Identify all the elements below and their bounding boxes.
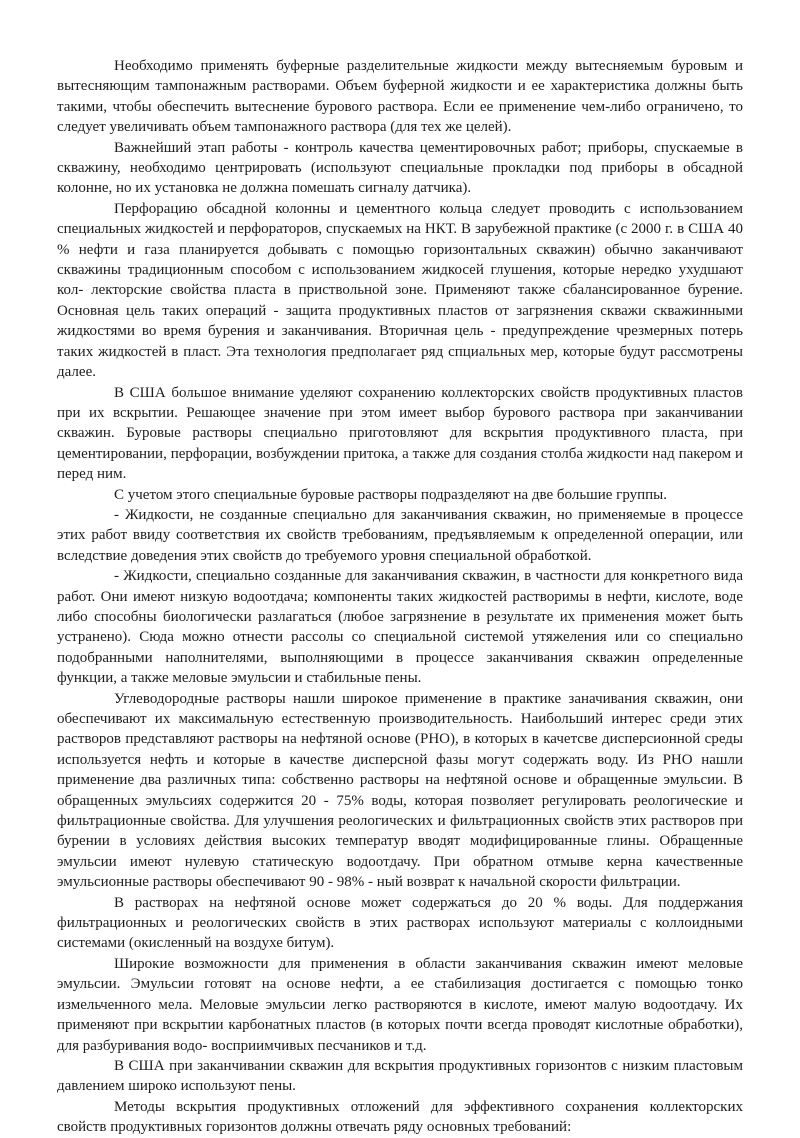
paragraph-chalk-emulsions: Широкие возможности для применения в области заканчивания скважин имеют меловые эмульсии. Эмульсии готовят на основе нефти, а ее стабилизация достигается с помощью тонко измельченного мела. Меловые эмульсии легко растворяются в кислоте, имеют малую водоотдачу. Их применяют при вскрытии карбонатных пластов (в которых почти всегда проводят кислотные обработки), для разбуривания водо- восприимчивых песчаников и т.д. bbox=[57, 955, 743, 1054]
paragraph-cementing-quality: Важнейший этап работы - контроль качества цементировочных работ; приборы, спускаемые в скважину, необходимо центрировать (используют специальные прокладки под приборы в обсадной колонне, но их установка не должна помешать сигналу датчика). bbox=[57, 139, 743, 197]
paragraph-buffer-fluids: Необходимо применять буферные разделительные жидкости между вытесняемым буровым и вытесняющим тампонажным растворами. Объем буферной жидкости и ее характеристика должны быть такими, чтобы обеспечить вытеснение бурового раствора. Если ее применение чем-либо ограничено, то следует увеличивать объем тампонажного раствора (для тех же целей). bbox=[57, 58, 743, 136]
paragraph-requirements: Методы вскрытия продуктивных отложений для эффективного сохранения коллекторских свойств продуктивных горизонтов должны отвечать ряду основных требований: bbox=[57, 1098, 743, 1136]
paragraph-fluid-groups-intro: С учетом этого специальные буровые растворы подразделяют на две большие группы. bbox=[114, 486, 668, 503]
paragraph-hydrocarbon-fluids: Углеводородные растворы нашли широкое применение в практике заначивания скважин, они обеспечивают их максимальную естественную производительность. Наибольший интерес среди этих растворов представляют растворы на нефтяной основе (РНО), в которых в качетсве дисперсионной среды используется нефть и которые в качестве дисперсной фазы могут содержать воду. Из РНО нашли применение два различных типа: собственно растворы на нефтяной основе и обращенные эмульсии. В обращенных эмульсиях содержится 20 - 75% воды, которая позволяет регулировать реологические и фильтрационные свойства. Для улучшения реологических и фильтрационных свойств этих растворов при бурении в условиях действия высоких температур вводят модифицированные глины. Обращенные эмульсии имеют нулевую статическую водоотдачу. При обратном отмыве керна качественные эмульсионные растворы обеспечивают 90 - 98% - ный возврат к начальной скорости фильтрации. bbox=[57, 690, 743, 891]
paragraph-fluid-group-1: - Жидкости, не созданные специально для заканчивания скважин, но применяемые в процессе этих работ ввиду соответствия их свойств требованиям, предъявляемым к определенной операции, или вследствие доведения этих свойств до требуемого уровня специальной обработкой. bbox=[57, 506, 743, 564]
paragraph-perforation: Перфорацию обсадной колонны и цементного кольца следует проводить с использованием специальных жидкостей и перфораторов, спускаемых на НКТ. В зарубежной практике (с 2000 г. в США 40 % нефти и газа планируется добывать с помощью горизонтальных скважин) обычно заканчивают скважины традиционным способом с использованием жидкосей глушения, которые нередко ухудшают кол- лекторские свойства пласта в приствольной зоне. Применяют также сбалансированное бурение. Основная цель таких операций - защита продуктивных пластов от загрязнения скважи скважинными жидкостями во время бурения и заканчивания. Вторичная цель - предупреждение чрезмерных потерь таких жидкостей в пласт. Эта технология предполагает ряд спциальных мер, которые будут рассмотрены далее. bbox=[57, 200, 743, 381]
paragraph-oil-based-water: В растворах на нефтяной основе может содержаться до 20 % воды. Для поддержания фильтрационных и реологических свойств в этих растворах используют материалы с коллоидными системами (окисленный на воздухе битум). bbox=[57, 894, 743, 952]
document-page bbox=[57, 56, 743, 1138]
paragraph-fluid-group-2: - Жидкости, специально созданные для заканчивания скважин, в частности для конкретного вида работ. Они имеют низкую водоотдача; компоненты таких жидкостей растворимы в нефти, кислоте, воде либо способны биологически разлагаться (любое загрязнение в результате их применения может быть устранено). Сюда можно отнести рассолы со специальной системой утяжеления или со специально подобранными наполнителями, выполняющими в процессе заканчивания скважин определенные функции, а также меловые эмульсии и стабильные пены. bbox=[57, 568, 743, 687]
paragraph-usa-foams: В США при заканчивании скважин для вскрытия продуктивных горизонтов с низким пластовым давлением широко используют пены. bbox=[57, 1057, 743, 1095]
paragraph-usa-reservoir-properties: В США большое внимание уделяют сохранению коллекторских свойств продуктивных пластов при их вскрытии. Решающее значение при этом имеет выбор бурового раствора при заканчивании скважин. Буровые растворы специально приготовляют для вскрытия продуктивного пласта, при цементировании, перфорации, возбуждении притока, а также для создания столба жидкости над пакером и перед ним. bbox=[57, 384, 743, 483]
